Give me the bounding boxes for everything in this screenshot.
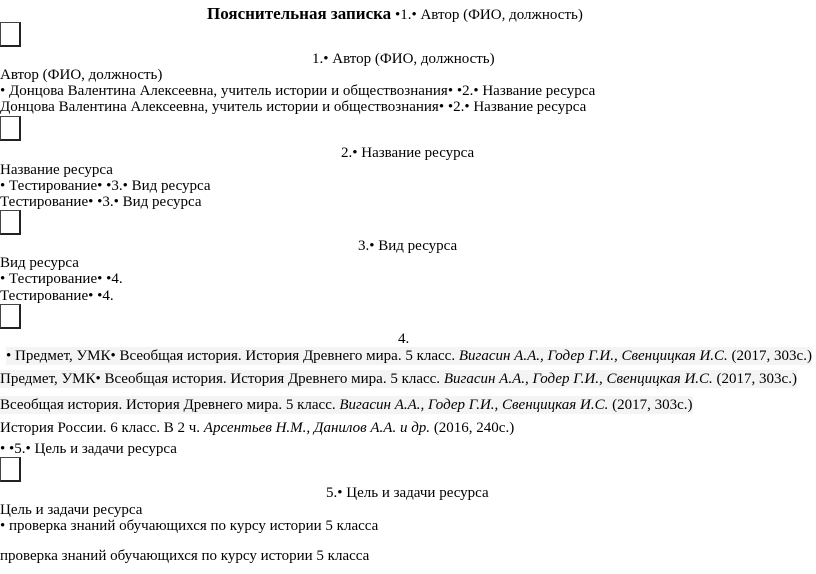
section-4-line-d-authors: Арсентьев Н.М., Данилов А.А. и др.: [203, 420, 431, 436]
section-1-line: Донцова Валентина Алексеевна, учитель истории и обществознания• •2.• Название ресурса: [0, 99, 587, 115]
section-1-label: Автор (ФИО, должность): [0, 67, 163, 83]
section-4-line-a-authors: Вигасин А.А., Годер Г.И., Свенцицкая И.С.: [458, 348, 728, 364]
section-4-line-c-year: (2017, 303с.): [608, 397, 693, 413]
section-2-heading: 2.• Название ресурса: [341, 145, 475, 161]
document-title-tail: •1.• Автор (ФИО, должность): [394, 7, 583, 23]
section-4-line-b-authors: Вигасин А.А., Годер Г.И., Свенцицкая И.С.: [443, 371, 713, 387]
checkbox-2: [0, 116, 21, 141]
section-4-line-c-text: Всеобщая история. История Древнего мира. 5 класс.: [0, 397, 340, 413]
section-4-line-d-text: История России. 6 класс. В 2 ч.: [0, 420, 204, 436]
section-5-bullet: • проверка знаний обучающихся по курсу истории 5 класса: [0, 518, 379, 534]
section-3-line: Тестирование• •4.: [0, 288, 114, 304]
section-2-label: Название ресурса: [0, 162, 113, 178]
checkbox-5: [0, 457, 21, 482]
section-5-label: Цель и задачи ресурса: [0, 502, 143, 518]
checkbox-3: [0, 210, 21, 235]
section-3-heading: 3.• Вид ресурса: [358, 238, 458, 254]
section-5-line: проверка знаний обучающихся по курсу истории 5 класса: [0, 548, 370, 564]
checkbox-4: [0, 304, 21, 329]
section-4-line-a: [6, 347, 812, 365]
section-2-line: Тестирование• •3.• Вид ресурса: [0, 194, 202, 210]
section-4-heading: 4.: [398, 331, 410, 347]
section-4-line-a-year: (2017, 303с.): [727, 348, 812, 364]
document-title-line: [207, 5, 583, 24]
checkbox-1: [0, 22, 21, 47]
section-1-heading: 1.• Автор (ФИО, должность): [312, 51, 495, 67]
document-title: Пояснительная записка: [207, 4, 392, 23]
section-4-line-c: [0, 396, 693, 414]
section-4-line-d: [0, 419, 514, 437]
section-2-bullet: • Тестирование• •3.• Вид ресурса: [0, 178, 211, 194]
section-3-bullet: • Тестирование• •4.: [0, 271, 123, 287]
section-4-line-b: [0, 370, 797, 388]
section-4-line-e: • •5.• Цель и задачи ресурса: [0, 441, 177, 457]
section-1-bullet: • Донцова Валентина Алексеевна, учитель истории и обществознания• •2.• Название ресурса: [0, 83, 596, 99]
section-3-label: Вид ресурса: [0, 255, 79, 271]
section-5-heading: 5.• Цель и задачи ресурса: [326, 485, 489, 501]
section-4-line-d-year: (2016, 240с.): [430, 420, 515, 436]
section-4-line-b-year: (2017, 303с.): [712, 371, 797, 387]
section-4-line-c-authors: Вигасин А.А., Годер Г.И., Свенцицкая И.С.: [339, 397, 609, 413]
section-4-line-a-text: • Предмет, УМК• Всеобщая история. История Древнего мира. 5 класс.: [6, 348, 459, 364]
section-4-line-b-text: Предмет, УМК• Всеобщая история. История Древнего мира. 5 класс.: [0, 371, 444, 387]
